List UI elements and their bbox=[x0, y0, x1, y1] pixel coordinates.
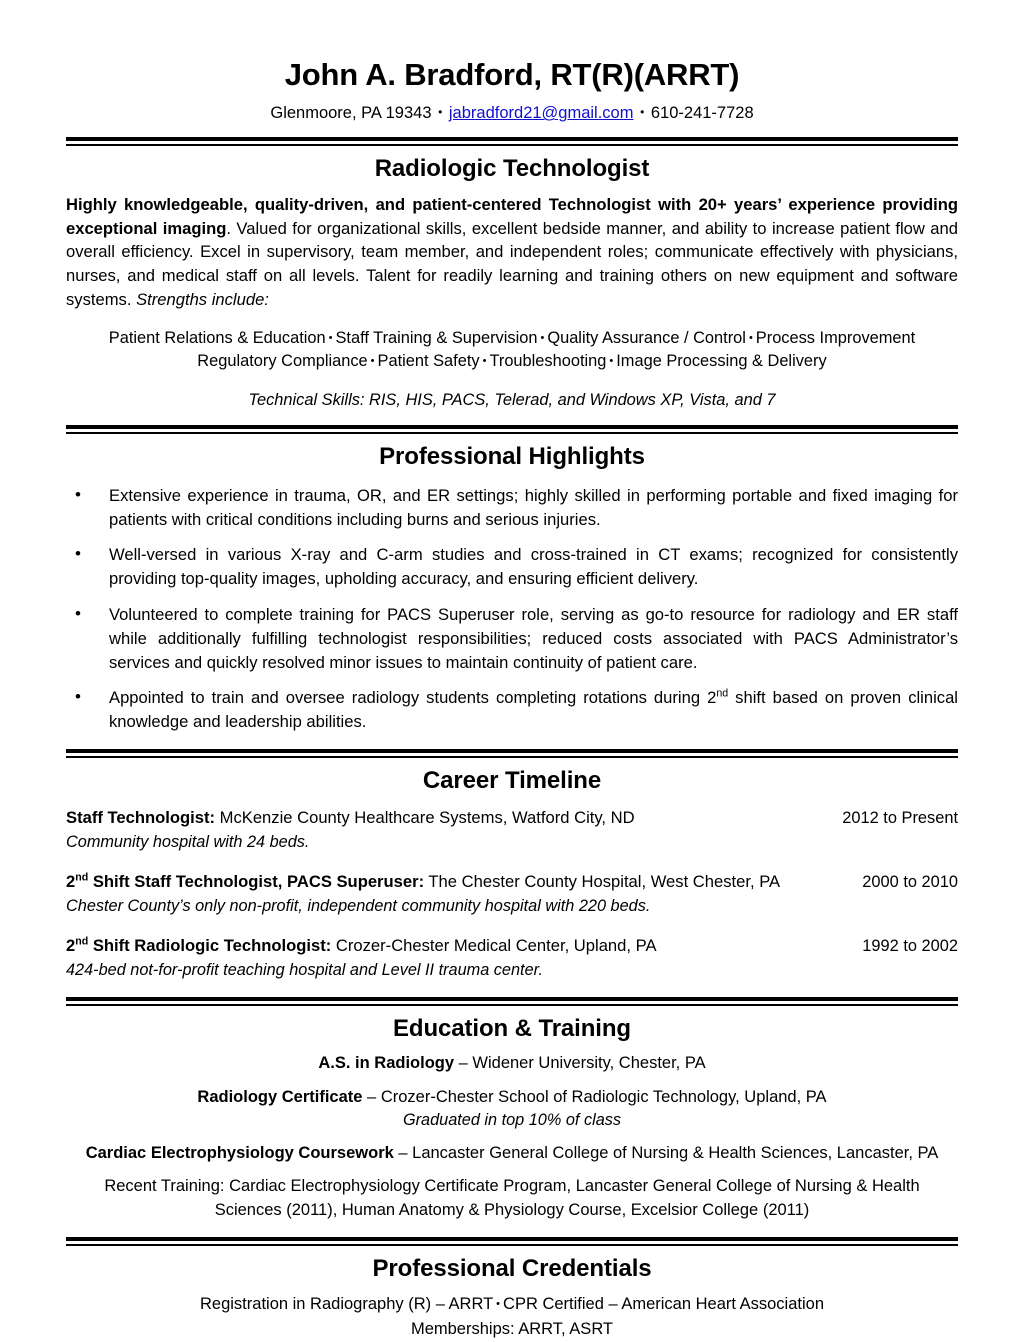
summary-bold-lead: Highly knowledgeable, quality-driven, and patient-centered Technologist with 20+ years’ experience providing exceptional imaging bbox=[66, 195, 958, 238]
competency-separator: • bbox=[482, 355, 487, 368]
section-heading-career: Career Timeline bbox=[422, 766, 602, 794]
job-description: Chester County’s only non-profit, independent community hospital with 220 beds. bbox=[66, 897, 651, 916]
education-entry bbox=[66, 1142, 958, 1165]
job-dates: 2012 to Present bbox=[842, 809, 958, 828]
list-item-text: Volunteered to complete training for PACS Superuser role, serving as go-to resource for radiology and ER staff while additionally fulfilling technologist responsibilities; reduced costs associated with PACS Administrator’s services and quickly resolved minor issues to maintain continuity of patient care. bbox=[109, 604, 958, 672]
bullet-icon: • bbox=[75, 686, 81, 706]
list-item bbox=[66, 543, 958, 591]
ordinal-suffix: nd bbox=[75, 871, 89, 884]
divider-career bbox=[66, 749, 958, 758]
technical-skills-line: Technical Skills: RIS, HIS, PACS, Telerad, and Windows XP, Vista, and 7 bbox=[248, 390, 776, 409]
contact-email-link[interactable]: jabradford21@gmail.com bbox=[448, 104, 634, 123]
contact-location: Glenmoore, PA 19343 bbox=[270, 104, 432, 123]
competency-separator: • bbox=[609, 355, 614, 368]
list-item bbox=[66, 603, 958, 675]
list-item-text bbox=[109, 688, 958, 731]
education-list bbox=[66, 1052, 958, 1222]
ordinal-suffix: nd bbox=[75, 935, 89, 948]
contact-phone: 610-241-7728 bbox=[650, 104, 754, 123]
credentials-memberships: Memberships: ARRT, ASRT bbox=[410, 1320, 614, 1339]
education-school: – Widener University, Chester, PA bbox=[454, 1054, 706, 1073]
contact-line bbox=[66, 103, 958, 124]
job-role: Staff Technologist: bbox=[66, 808, 216, 828]
divider-highlights bbox=[66, 425, 958, 434]
education-degree: Cardiac Electrophysiology Coursework bbox=[85, 1143, 394, 1162]
list-item bbox=[66, 484, 958, 532]
divider-education bbox=[66, 997, 958, 1006]
competency-separator: • bbox=[370, 355, 375, 368]
job-entry bbox=[66, 934, 958, 982]
competency-item: Patient Relations & Education bbox=[108, 329, 326, 348]
job-role-post: Shift Radiologic Technologist: bbox=[88, 935, 332, 955]
competency-separator: • bbox=[748, 332, 753, 345]
core-competencies-line-1 bbox=[66, 327, 958, 350]
education-school: – Lancaster General College of Nursing & Health Sciences, Lancaster, PA bbox=[393, 1143, 939, 1162]
job-description: Community hospital with 24 beds. bbox=[66, 833, 310, 852]
divider-header bbox=[66, 137, 958, 146]
list-item-text-post: shift based on proven clinical knowledge and leadership abilities. bbox=[109, 687, 958, 731]
credentials-list bbox=[66, 1293, 958, 1342]
job-title bbox=[66, 870, 862, 893]
summary-italic-tail: Strengths include: bbox=[136, 289, 269, 309]
contact-separator-2: • bbox=[640, 105, 645, 120]
competency-item: Process Improvement bbox=[755, 329, 916, 348]
bullet-icon: • bbox=[75, 603, 81, 623]
job-entry bbox=[66, 870, 958, 918]
ordinal-suffix: nd bbox=[716, 687, 729, 700]
job-description: 424-bed not-for-profit teaching hospital and Level II trauma center. bbox=[66, 960, 543, 979]
section-heading-objective: Radiologic Technologist bbox=[374, 154, 650, 182]
credentials-line-1 bbox=[66, 1293, 958, 1316]
list-item bbox=[66, 686, 958, 734]
education-entry bbox=[66, 1086, 958, 1109]
job-role-post: Shift Staff Technologist, PACS Superuser: bbox=[88, 872, 425, 892]
job-header-row bbox=[66, 870, 958, 894]
credential-item: Registration in Radiography (R) – ARRT bbox=[200, 1294, 494, 1313]
competency-separator: • bbox=[328, 332, 333, 345]
bullet-icon: • bbox=[75, 485, 81, 505]
list-item-text-pre: Appointed to train and oversee radiology students completing rotations during 2 bbox=[109, 687, 717, 707]
highlights-list bbox=[66, 484, 958, 733]
education-degree: A.S. in Radiology bbox=[318, 1054, 455, 1073]
job-title bbox=[66, 806, 842, 829]
section-heading-education: Education & Training bbox=[392, 1014, 631, 1042]
job-dates: 1992 to 2002 bbox=[862, 936, 958, 955]
summary-body: . Valued for organizational skills, excellent bedside manner, and ability to increase patient flow and overall efficiency. Excel in supervisory, team member, and independent roles; communicate effectively with physicians, nurses, and medical staff on all levels. Talent for readily learning and training others on new equipment and software systems. bbox=[66, 218, 958, 309]
job-entry bbox=[66, 806, 958, 854]
job-role-pre: 2 bbox=[66, 872, 76, 892]
recent-training: Recent Training: Cardiac Electrophysiology Certificate Program, Lancaster General College of Nursing & Health Sciences (2011), Human Anatomy & Physiology Course, Excelsior College (2011) bbox=[104, 1177, 920, 1219]
competency-item: Regulatory Compliance bbox=[197, 352, 368, 371]
competency-separator: • bbox=[540, 332, 545, 345]
job-employer: The Chester County Hospital, West Chester, PA bbox=[424, 872, 781, 892]
job-role-pre: 2 bbox=[66, 935, 76, 955]
credential-separator: • bbox=[496, 1297, 501, 1310]
section-heading-credentials: Professional Credentials bbox=[372, 1255, 652, 1283]
education-degree: Radiology Certificate bbox=[197, 1087, 363, 1106]
candidate-name: John A. Bradford, RT(R)(ARRT) bbox=[284, 57, 740, 92]
job-title bbox=[66, 934, 862, 957]
job-employer: Crozer-Chester Medical Center, Upland, PA bbox=[331, 935, 657, 955]
list-item-text: Extensive experience in trauma, OR, and ER settings; highly skilled in performing portable and fixed imaging for patients with critical conditions including burns and serious injuries. bbox=[109, 486, 958, 530]
job-employer: McKenzie County Healthcare Systems, Watford City, ND bbox=[215, 808, 635, 828]
competency-item: Patient Safety bbox=[377, 352, 480, 371]
competency-item: Image Processing & Delivery bbox=[616, 352, 827, 371]
section-heading-highlights: Professional Highlights bbox=[379, 442, 645, 470]
credential-item: CPR Certified – American Heart Association bbox=[503, 1294, 824, 1313]
job-header-row bbox=[66, 934, 958, 958]
list-item-text: Well-versed in various X-ray and C-arm studies and cross-trained in CT exams; recognized for consistently providing top-quality images, upholding accuracy, and ensuring efficient delivery. bbox=[109, 545, 958, 589]
bullet-icon: • bbox=[75, 544, 81, 564]
competency-item: Troubleshooting bbox=[489, 352, 607, 371]
education-entry bbox=[66, 1052, 958, 1075]
job-role bbox=[66, 872, 424, 891]
competency-item: Quality Assurance / Control bbox=[547, 329, 746, 348]
contact-separator-1: • bbox=[438, 105, 443, 120]
core-competencies-line-2 bbox=[66, 350, 958, 373]
education-honors: Graduated in top 10% of class bbox=[402, 1111, 622, 1130]
education-school: – Crozer-Chester School of Radiologic Technology, Upland, PA bbox=[362, 1087, 827, 1106]
job-header-row bbox=[66, 806, 958, 830]
divider-credentials bbox=[66, 1237, 958, 1246]
career-job-list bbox=[66, 806, 958, 981]
competency-item: Staff Training & Supervision bbox=[335, 329, 538, 348]
job-dates: 2000 to 2010 bbox=[862, 873, 958, 892]
summary-paragraph bbox=[66, 193, 958, 311]
job-role bbox=[66, 936, 331, 955]
